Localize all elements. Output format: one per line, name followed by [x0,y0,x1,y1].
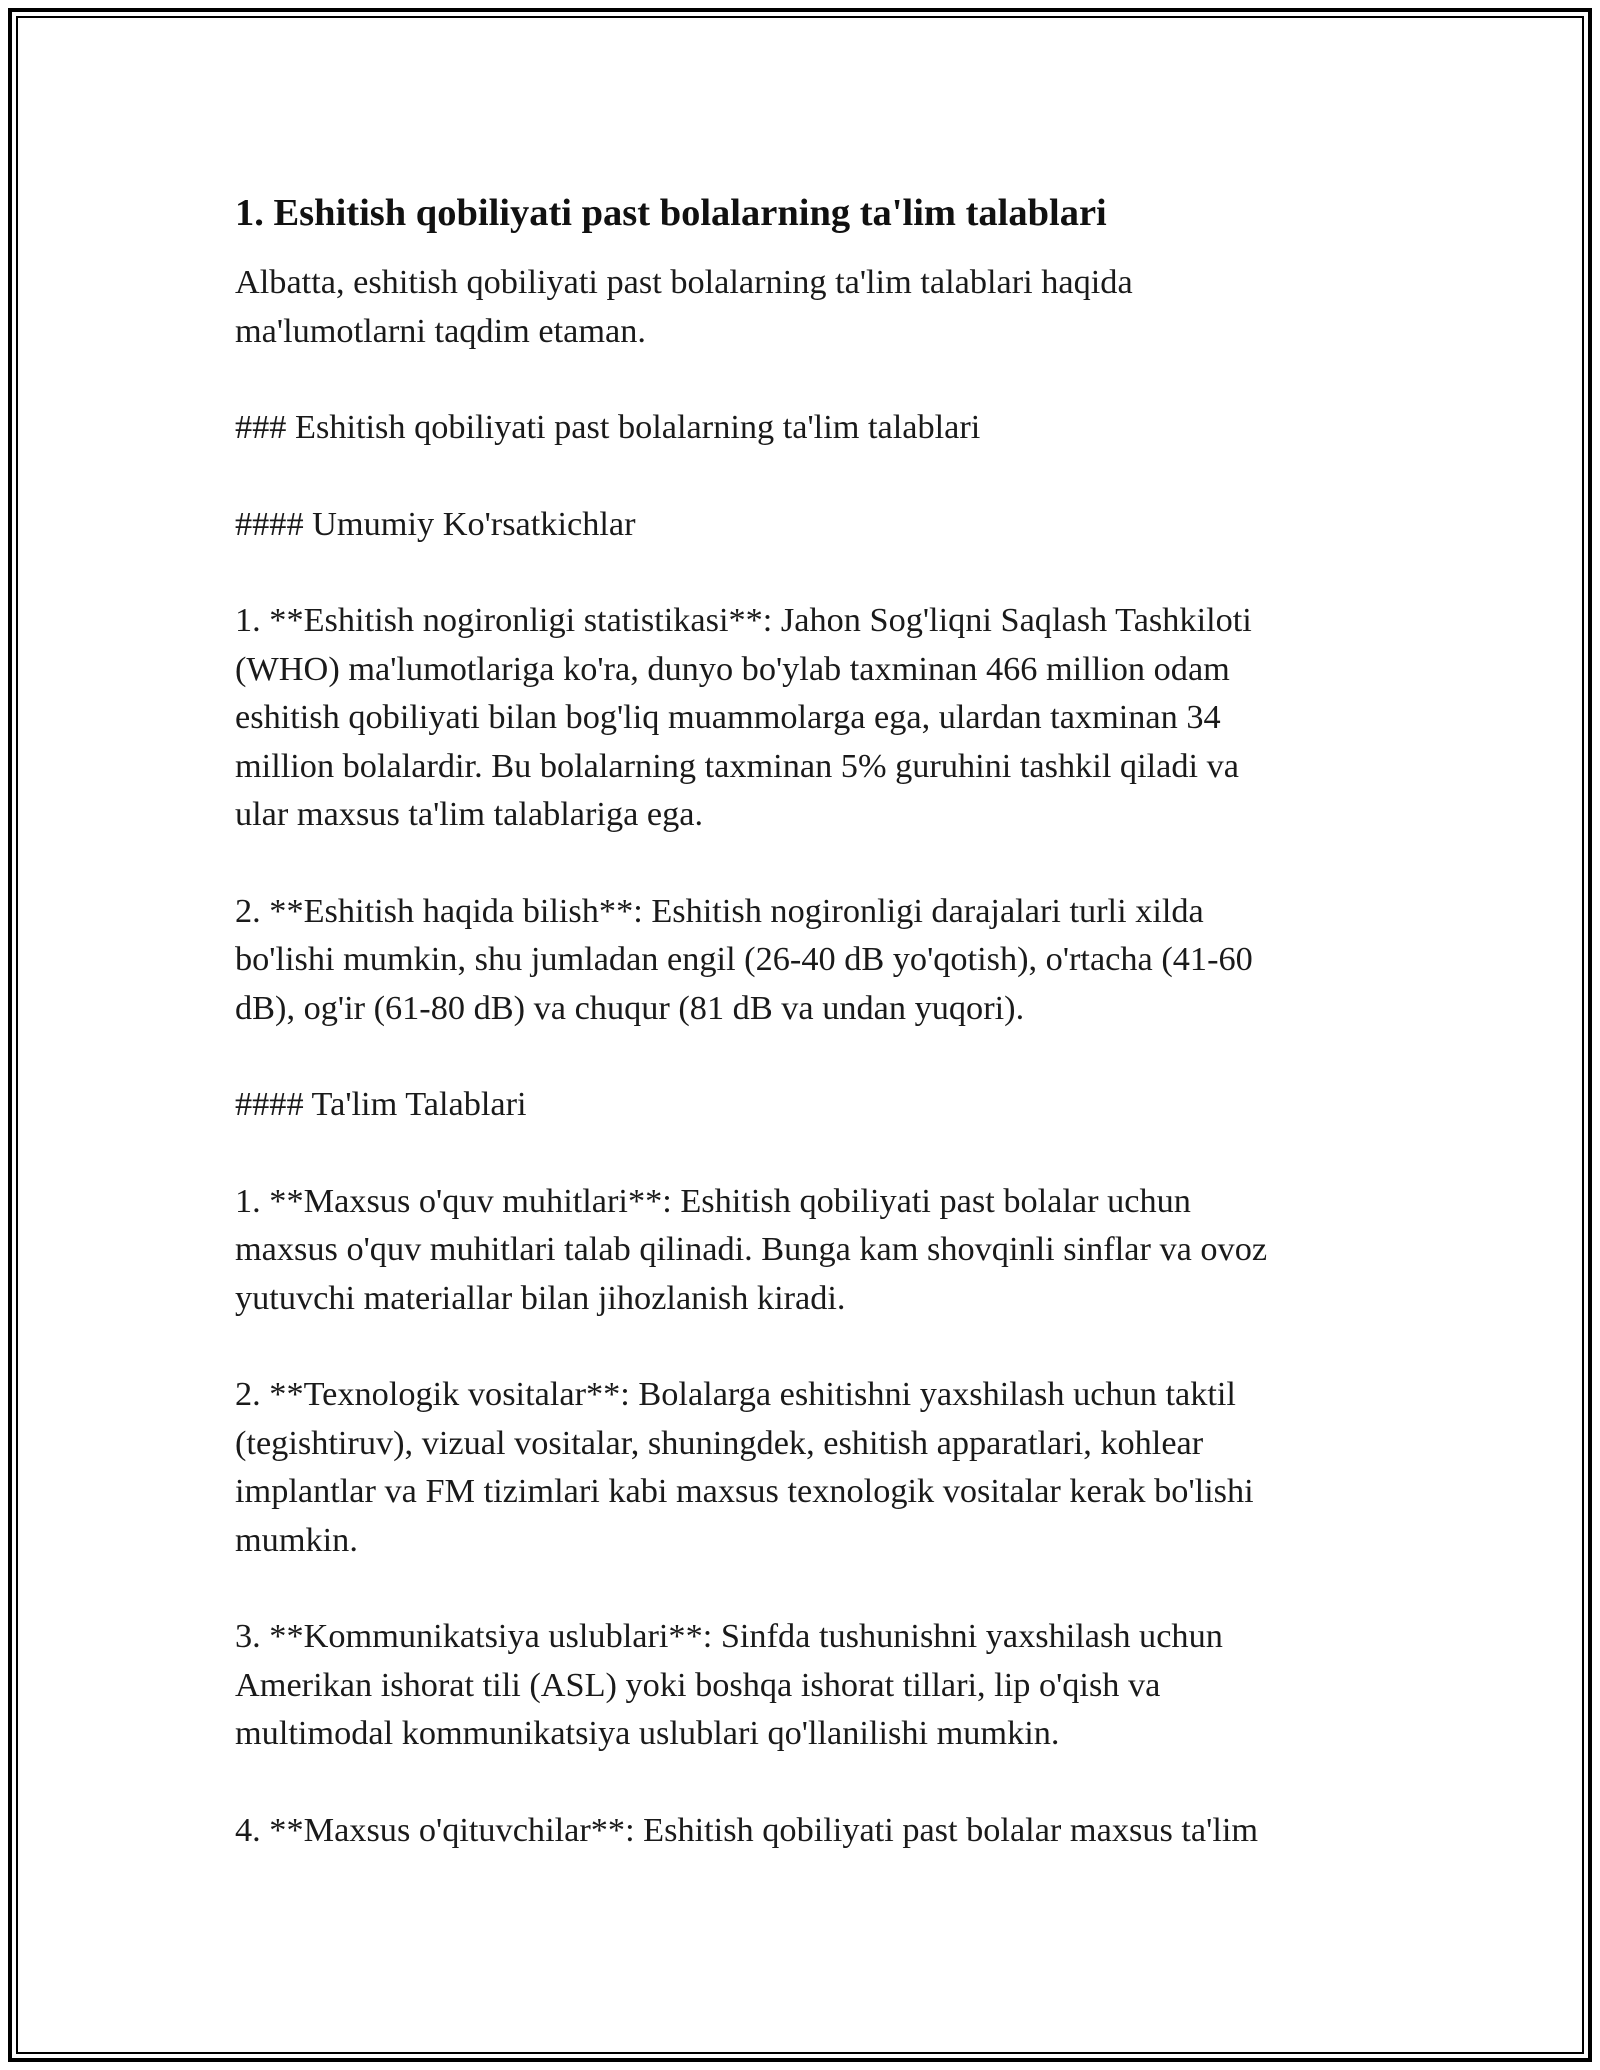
list-item-hearing-levels: 2. **Eshitish haqida bilish**: Eshitish nogironligi darajalari turli xilda bo'lishi mumkin, shu jumladan engil (26-40 dB yo'qotish), o'rtacha (41-60 dB), og'ir (61-80 dB) va chuqur (81 dB va undan yuqori). [235,891,1253,1027]
list-item-statistics: 1. **Eshitish nogironligi statistikasi**: Jahon Sog'liqni Saqlash Tashkiloti (WHO) ma'lumotlariga ko'ra, dunyo bo'ylab taxminan 466 million odam eshitish qobiliyati bilan bog'liq muammolarga ega, ulardan taxminan 34 million bolalardir. Bu bolalarning taxminan 5% guruhini tashkil qiladi va ular maxsus ta'lim talablariga ega. [235,601,1252,833]
list-item-technology-tools: 2. **Texnologik vositalar**: Bolalarga eshitishni yaxshilash uchun taktil (tegishtiruv), vizual vositalar, shuningdek, eshitish apparatlari, kohlear implantlar va FM tizimlari kabi maxsus texnologik vositalar kerak bo'lishi mumkin. [235,1375,1254,1559]
heading-main: ### Eshitish qobiliyati past bolalarning ta'lim talablari [235,408,981,446]
document-body [235,186,1355,1902]
paragraph-intro: Albatta, eshitish qobiliyati past bolalarning ta'lim talablari haqida ma'lumotlarni taqdim etaman. [235,263,1133,350]
document-title: 1. Eshitish qobiliyati past bolalarning ta'lim talablari [235,192,1107,234]
list-item-learning-environments: 1. **Maxsus o'quv muhitlari**: Eshitish qobiliyati past bolalar uchun maxsus o'quv muhitlari talab qilinadi. Bunga kam shovqinli sinflar va ovoz yutuvchi materiallar bilan jihozlanish kiradi. [235,1181,1268,1317]
heading-general-indicators: #### Umumiy Ko'rsatkichlar [235,504,636,543]
list-item-communication-styles: 3. **Kommunikatsiya uslublari**: Sinfda tushunishni yaxshilash uchun Amerikan ishorat tili (ASL) yoki boshqa ishorat tillari, lip o'qish va multimodal kommunikatsiya uslublari qo'llanilishi mumkin. [235,1617,1223,1752]
heading-education-requirements: #### Ta'lim Talablari [235,1085,527,1123]
list-item-special-teachers: 4. **Maxsus o'qituvchilar**: Eshitish qobiliyati past bolalar maxsus ta'lim [235,1810,1259,1849]
